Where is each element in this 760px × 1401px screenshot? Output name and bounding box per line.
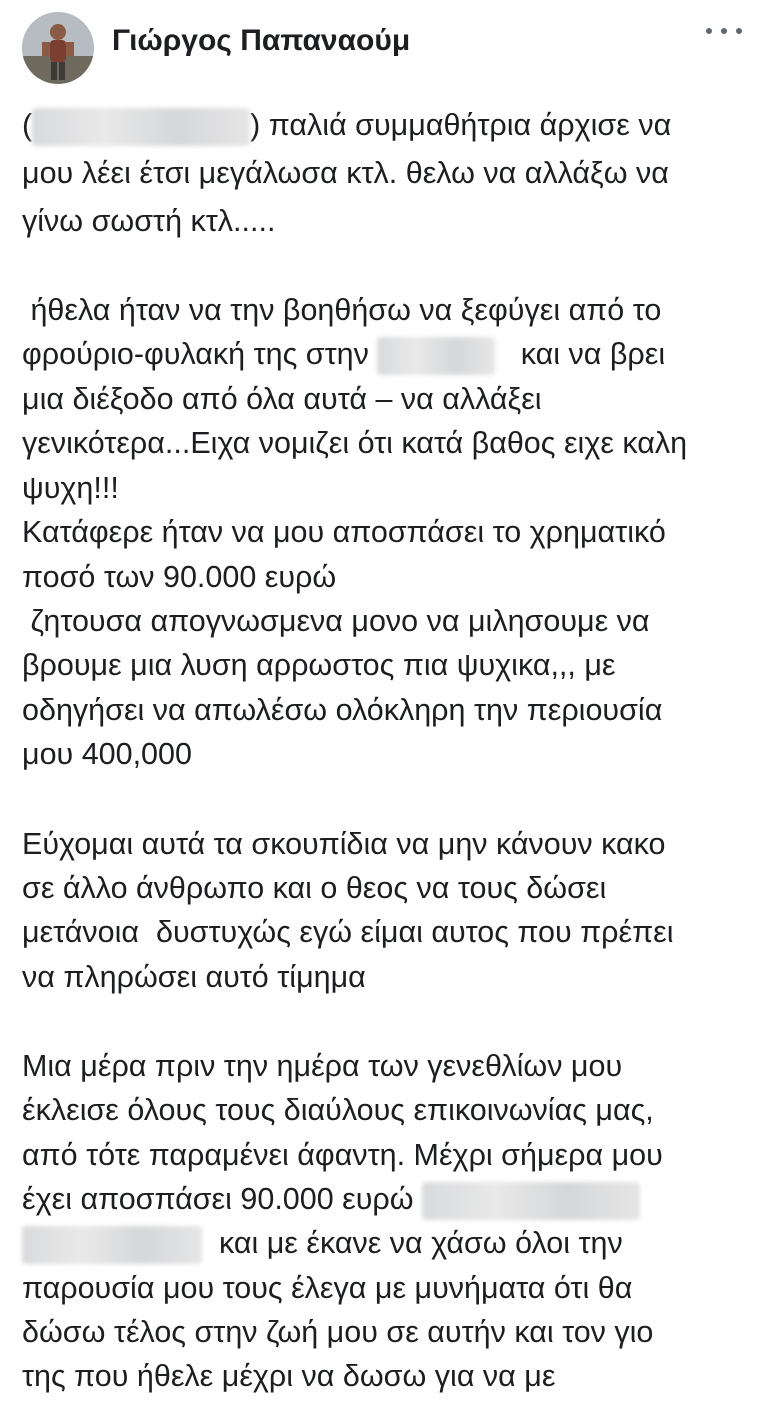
text-segment: φρούριο-φυλακή της στην [22, 337, 378, 371]
text-segment: έχει αποσπάσει 90.000 ευρώ [22, 1182, 423, 1216]
post-text-line: μια διέξοδο από όλα αυτά – να αλλάξει [22, 382, 542, 416]
post-text-line: γενικότερα...Ειχα νομιζει ότι κατά βαθος ειχε καλη [22, 426, 688, 460]
post-text-line: της που ήθελε μέχρι να δωσω για να με [22, 1359, 556, 1393]
post-text-line: να πληρώσει αυτό τίμημα [22, 960, 366, 994]
post-text-line: έκλεισε όλους τους διαύλους επικοινωνίας μας, [22, 1093, 654, 1127]
post-text-line: Εύχομαι αυτά τα σκουπίδια να μην κάνουν κακο [22, 827, 666, 861]
redacted-blur [377, 337, 495, 375]
post-text-line: ήθελα ήταν να την βοηθήσω να ξεφύγει από το [22, 293, 662, 327]
text-segment: και να βρει [495, 337, 666, 371]
post-text-line [22, 1225, 623, 1264]
post-text-line: ζητουσα απογνωσμενα μονο να μιλησουμε να [22, 604, 650, 638]
text-segment: και με έκανε να χάσω όλοι την [202, 1226, 623, 1260]
post-text-line: από τότε παραμένει άφαντη. Μέχρι σήμερα μου [22, 1138, 663, 1172]
redacted-blur [22, 1226, 202, 1264]
text-segment: ) παλιά συμμαθήτρια άρχισε να [250, 108, 672, 142]
text-segment: ( [22, 108, 33, 142]
post-text-line [22, 1181, 640, 1220]
post-text-line: σε άλλο άνθρωπο και ο θεος να τους δώσει [22, 871, 607, 905]
post-text-line: Μια μέρα πριν την ημέρα των γενεθλίων μου [22, 1049, 623, 1083]
post-text-line: μου 400,000 [22, 737, 192, 771]
post-text-line: γίνω σωστή κτλ..... [22, 204, 276, 238]
post-text-line: δώσω τέλος στην ζωή μου σε αυτήν και τον γιο [22, 1315, 654, 1349]
post-text-line: μου λέει έτσι μεγάλωσα κτλ. θελω να αλλάξω να [22, 156, 669, 190]
post-text-line: ψυχη!!! [22, 471, 119, 505]
redacted-blur [422, 1182, 640, 1220]
post-text-line: βρουμε μια λυση αρρωστος πια ψυχικα,,, με [22, 648, 616, 682]
redacted-blur [32, 108, 250, 146]
post-text-line: ποσό των 90.000 ευρώ [22, 560, 337, 594]
post-text-line: μετάνοια δυστυχώς εγώ είμαι αυτος που πρέπει [22, 915, 674, 949]
post-text-line [22, 336, 665, 375]
post-text-line: οδηγήσει να απωλέσω ολόκληρη την περιουσία [22, 693, 663, 727]
post-text-line [22, 107, 671, 146]
author-name[interactable]: Γιώργος Παπαναούμ [112, 24, 411, 57]
post-text-line: παρουσία μου τους έλεγα με μυνήματα ότι θα [22, 1271, 633, 1305]
post-text-line: Κατάφερε ήταν να μου αποσπάσει το χρηματικό [22, 515, 666, 549]
